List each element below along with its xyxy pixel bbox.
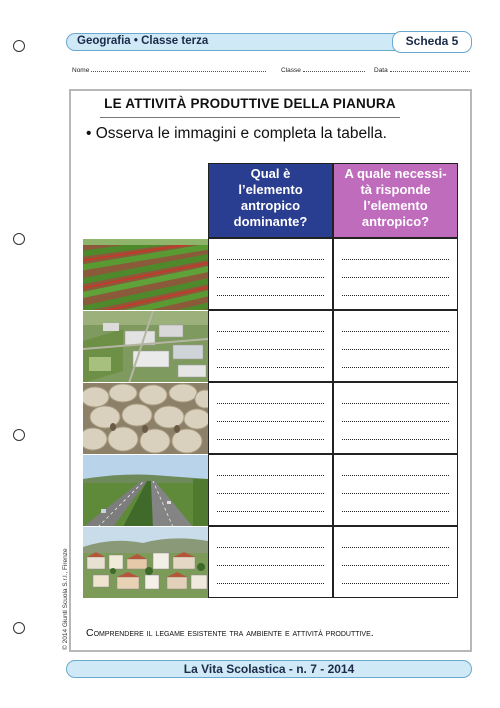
table-row — [83, 454, 458, 526]
header-bar — [66, 33, 472, 51]
date-field[interactable] — [374, 66, 470, 74]
col2-header-line: A quale necessi- — [344, 166, 447, 181]
class-field[interactable] — [281, 66, 365, 74]
col1-header-line: l’elemento — [238, 182, 303, 197]
class-label: Classe — [281, 67, 301, 74]
table-row — [83, 382, 458, 454]
binder-hole-3 — [13, 429, 25, 441]
answer-cell-dominant-element[interactable] — [208, 238, 333, 310]
sheep-flock-photo — [83, 382, 208, 454]
instruction: • Osserva le immagini e completa la tabella. — [86, 125, 387, 142]
answer-cell-need[interactable] — [333, 526, 458, 598]
column-header-need — [333, 163, 458, 238]
col2-header-line: tà risponde — [360, 182, 431, 197]
answer-cell-dominant-element[interactable] — [208, 454, 333, 526]
sheet-number: Scheda 5 — [392, 31, 472, 53]
answer-cell-need[interactable] — [333, 382, 458, 454]
table-row — [83, 310, 458, 382]
header-subject: Geografia • Classe terza — [77, 35, 209, 47]
highway-photo — [83, 454, 208, 526]
footer-bar: La Vita Scolastica - n. 7 - 2014 — [66, 660, 472, 678]
answer-cell-dominant-element[interactable] — [208, 310, 333, 382]
table-row — [83, 238, 458, 310]
column-header-dominant-element — [208, 163, 333, 238]
town-photo — [83, 526, 208, 598]
answer-cell-need[interactable] — [333, 238, 458, 310]
date-label: Data — [374, 67, 388, 74]
answer-cell-dominant-element[interactable] — [208, 526, 333, 598]
col2-header-line: l’elemento — [363, 198, 428, 213]
binder-hole-1 — [13, 40, 25, 52]
col2-header-line: antropico? — [361, 214, 430, 229]
industrial-area-photo — [83, 310, 208, 382]
col1-header-line: dominante? — [233, 214, 308, 229]
name-label: Nome — [72, 67, 90, 74]
learning-goal: Comprendere il legame esistente tra ambiente e attività produttive. — [86, 627, 374, 639]
lettuce-field-photo — [83, 238, 208, 310]
title-underline — [100, 117, 400, 118]
page-title: LE ATTIVITÀ PRODUTTIVE DELLA PIANURA — [104, 96, 396, 111]
name-field[interactable] — [72, 66, 266, 74]
copyright-notice: © 2014 Giunti Scuola S.r.l., Firenze — [62, 548, 69, 650]
answer-cell-dominant-element[interactable] — [208, 382, 333, 454]
col1-header-line: antropico — [240, 198, 301, 213]
answer-cell-need[interactable] — [333, 454, 458, 526]
binder-hole-4 — [13, 622, 25, 634]
col1-header-line: Qual è — [250, 166, 291, 181]
table-row — [83, 526, 458, 598]
binder-hole-2 — [13, 233, 25, 245]
answer-cell-need[interactable] — [333, 310, 458, 382]
